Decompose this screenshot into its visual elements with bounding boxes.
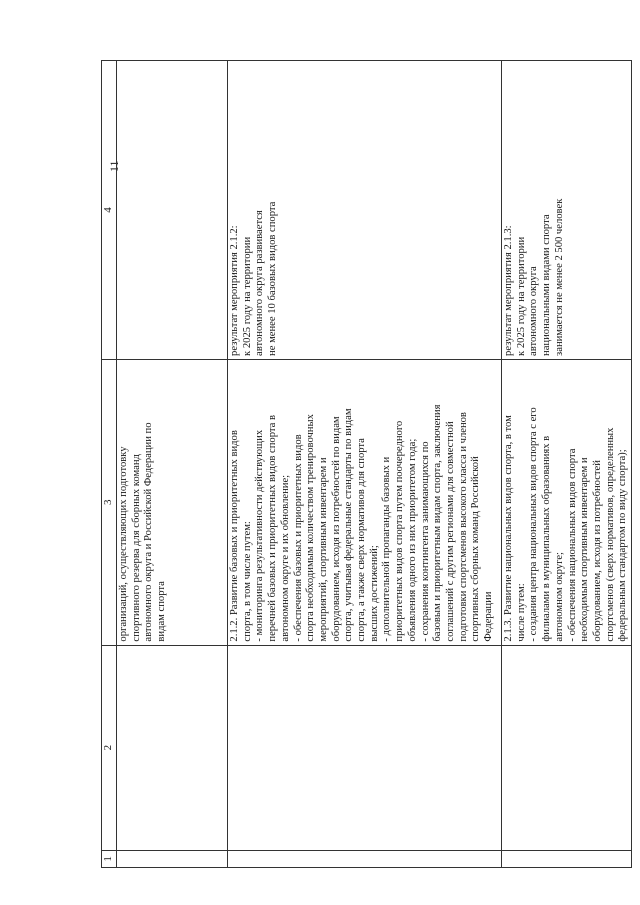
table-row	[228, 61, 502, 868]
header-col-1: 1	[102, 850, 117, 867]
table-cell-result	[117, 61, 228, 360]
table-cell-activity	[228, 359, 502, 645]
table-cell-empty	[228, 850, 502, 867]
header-col-4: 4	[102, 61, 117, 360]
header-col-2: 2	[102, 645, 117, 850]
activity-text: 2.1.2. Развитие базовых и приоритетных видов спорта, в том числе путем: - мониторинга результативности действующих перечней базовых и приоритетных видов спорта в автономном округе и их обновление; - обеспечения базовых и приоритетных видов спорта необходимым количеством тренировочных мероприятий, спортивным инвентарем и оборудованием, исходя из потребностей по видам спорта, учитывая федеральные стандарты по видам спорта, а также сверх нормативов для спорта высших достижений; - дополнительной пропаганды базовых и приоритетных видов спорта путем поочередного объявления одного из них приоритетом года; - сохранения контингента занимающихся по базовым и приоритетным видам спорта, заключения соглашений с другим регионами для совместной подготовки спортсменов высокого класса и членов спортивных сборных команд Российской Федерации	[229, 404, 495, 642]
table-cell-empty	[117, 850, 228, 867]
result-text: результат мероприятия 2.1.2: к 2025 году на территории автономного округа развивается не менее 10 базовых видов спорта	[229, 201, 279, 356]
activity-table	[101, 60, 632, 868]
table-cell-empty	[502, 850, 632, 867]
rotated-table-container	[101, 60, 629, 868]
page-number: 11	[107, 160, 121, 172]
table-cell-result	[502, 61, 632, 360]
table-cell-activity	[502, 359, 632, 645]
header-col-3: 3	[102, 359, 117, 645]
table-cell-result	[228, 61, 502, 360]
table-row	[117, 61, 228, 868]
table-row	[502, 61, 632, 868]
table-cell-empty	[228, 645, 502, 850]
table-header-row	[102, 61, 117, 868]
table-cell-empty	[117, 645, 228, 850]
activity-text: 2.1.3. Развитие национальных видов спорта, в том числе путем: - создания центра национальных видов спорта с его филиалами в муниципальных образованиях в автономном округе; - обеспечения национальных видов спорта необходимым спортивным инвентарем и оборудованием, исходя из потребностей спортсменов (сверх нормативов, определенных федеральным стандартом по виду спорта);	[503, 407, 629, 642]
table-cell-activity	[117, 359, 228, 645]
result-text: результат мероприятия 2.1.3: к 2025 году на территории автономного округа национальными видами спорта занимается не менее 2 500 человек	[503, 198, 565, 356]
activity-text: организаций, осуществляющих подготовку спортивного резерва для сборных команд автономного округа и Российской Федерации по видам спорта	[118, 422, 168, 642]
table-cell-empty	[502, 645, 632, 850]
